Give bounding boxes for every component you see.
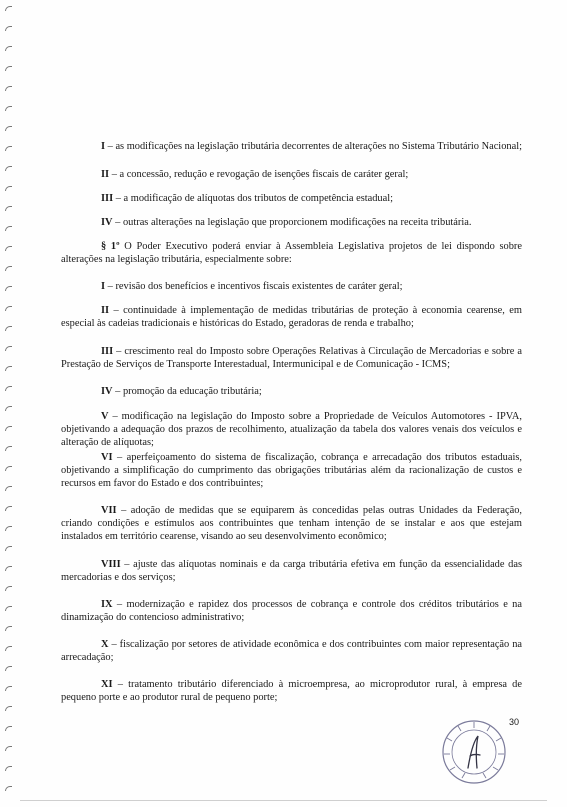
item-text: – promoção da educação tributária; [112, 386, 262, 397]
paragraph-item [61, 304, 522, 330]
paragraph-item [61, 345, 522, 371]
binding-hole [5, 646, 12, 651]
item-numeral: VI [101, 452, 113, 463]
item-text: – modificação na legislação do Imposto sobre a Propriedade de Veículos Automotores - IPVA, objetivando a adequação dos prazos de recolhimento, atualização da tabela dos valores venais dos veículos e alteração de alíquotas; [61, 411, 522, 449]
item-text: – tratamento tributário diferenciado à microempresa, ao microprodutor rural, à empresa de pequeno porte e ao produtor rural de pequeno porte; [61, 679, 522, 704]
item-text: – continuidade à implementação de medidas tributárias de proteção à economia cearense, em especial às cadeias tradicionais e históricas do Estado, geradoras de renda e trabalho; [61, 305, 522, 330]
binding-hole [5, 6, 12, 11]
paragraph-item [61, 410, 522, 450]
paragraph-item [61, 558, 522, 584]
binding-hole [5, 606, 12, 611]
binding-hole [5, 66, 12, 71]
binding-hole [5, 386, 12, 391]
item-text: – adoção de medidas que se equiparem às concedidas pelas outras Unidades da Federação, criando condições e estímulos aos contribuintes que tenham intenção de se instalar e aos que estejam instalados em território cearense, visando ao seu desenvolvimento econômico; [61, 505, 522, 543]
binding-hole [5, 406, 12, 411]
item-numeral: X [101, 639, 109, 650]
binding-hole [5, 106, 12, 111]
paragraph-item [61, 598, 522, 624]
binding-hole [5, 286, 12, 291]
binding-hole [5, 666, 12, 671]
binding-hole [5, 766, 12, 771]
page-number: 30 [509, 717, 520, 727]
binding-hole [5, 206, 12, 211]
item-text: – outras alterações na legislação que proporcionem modificações na receita tributária. [112, 217, 472, 228]
binding-hole [5, 466, 12, 471]
binding-hole [5, 126, 12, 131]
binding-hole [5, 546, 12, 551]
binding-hole [5, 346, 12, 351]
paragraph-item [61, 451, 522, 491]
binding-hole [5, 586, 12, 591]
paragraph-item [61, 678, 522, 704]
item-numeral: VIII [101, 559, 121, 570]
binding-hole [5, 26, 12, 31]
paragraph-item [61, 638, 522, 664]
section-symbol: § 1º [101, 241, 120, 252]
binding-hole [5, 446, 12, 451]
item-numeral: I [101, 281, 106, 292]
item-numeral: II [101, 305, 110, 316]
binding-hole [5, 746, 12, 751]
paragraph-item [61, 385, 522, 398]
binding-hole [5, 266, 12, 271]
binding-hole [5, 146, 12, 151]
item-numeral: I [101, 141, 106, 152]
paragraph-item [61, 504, 522, 544]
section-text: O Poder Executivo poderá enviar à Assembleia Legislativa projetos de lei dispondo sobre alterações na legislação tributária, especialmente sobre: [61, 241, 522, 266]
item-numeral: XI [101, 679, 113, 690]
binding-hole [5, 86, 12, 91]
item-text: – modernização e rapidez dos processos de cobrança e controle dos créditos tributários e na dinamização do contencioso administrativo; [61, 599, 522, 624]
binding-hole [5, 566, 12, 571]
item-numeral: IV [101, 386, 113, 397]
item-text: – as modificações na legislação tributária decorrentes de alterações no Sistema Tributário Nacional; [105, 141, 522, 152]
binding-hole [5, 366, 12, 371]
paragraph-item [61, 168, 522, 181]
item-text: – a modificação de alíquotas dos tributos de competência estadual; [113, 193, 394, 204]
item-text: – aperfeiçoamento do sistema de fiscalização, cobrança e arrecadação dos tributos estaduais, objetivando a simplificação do cumprimento das obrigações tributárias além da racionalização de custos e recursos em favor do Estado e dos contribuintes; [61, 452, 522, 490]
page-bottom-edge [20, 800, 547, 801]
item-text: – revisão dos benefícios e incentivos fiscais existentes de caráter geral; [105, 281, 403, 292]
item-text: – a concessão, redução e revogação de isenções fiscais de caráter geral; [109, 169, 409, 180]
item-numeral: IV [101, 217, 113, 228]
binding-hole [5, 186, 12, 191]
paragraph-item [61, 192, 522, 205]
item-numeral: III [101, 346, 114, 357]
binding-hole [5, 726, 12, 731]
item-text: – fiscalização por setores de atividade econômica e dos contribuintes com maior representação na arrecadação; [61, 639, 522, 664]
binding-hole [5, 306, 12, 311]
item-text: – ajuste das alíquotas nominais e da carga tributária efetiva em função da essencialidade das mercadorias e dos serviços; [61, 559, 522, 584]
binding-hole [5, 626, 12, 631]
binding-hole [5, 46, 12, 51]
paragraph-item [61, 280, 522, 293]
item-numeral: VII [101, 505, 117, 516]
binding-hole [5, 486, 12, 491]
item-numeral: II [101, 169, 110, 180]
binding-hole [5, 326, 12, 331]
binding-hole [5, 426, 12, 431]
binding-hole [5, 226, 12, 231]
item-numeral: IX [101, 599, 113, 610]
item-text: – crescimento real do Imposto sobre Operações Relativas à Circulação de Mercadorias e sobre a Prestação de Serviços de Transporte Interestadual, Intermunicipal e de Comunicação - ICMS; [61, 346, 522, 371]
binding-hole [5, 526, 12, 531]
binding-hole [5, 786, 12, 791]
binding-hole [5, 686, 12, 691]
item-numeral: III [101, 193, 114, 204]
binding-hole [5, 246, 12, 251]
paragraph-item [61, 216, 522, 229]
paragraph-item [61, 140, 522, 153]
binding-hole [5, 706, 12, 711]
paragraph-section [61, 240, 522, 266]
binding-hole [5, 506, 12, 511]
item-numeral: V [101, 411, 109, 422]
binding-hole [5, 166, 12, 171]
official-stamp [440, 718, 508, 786]
